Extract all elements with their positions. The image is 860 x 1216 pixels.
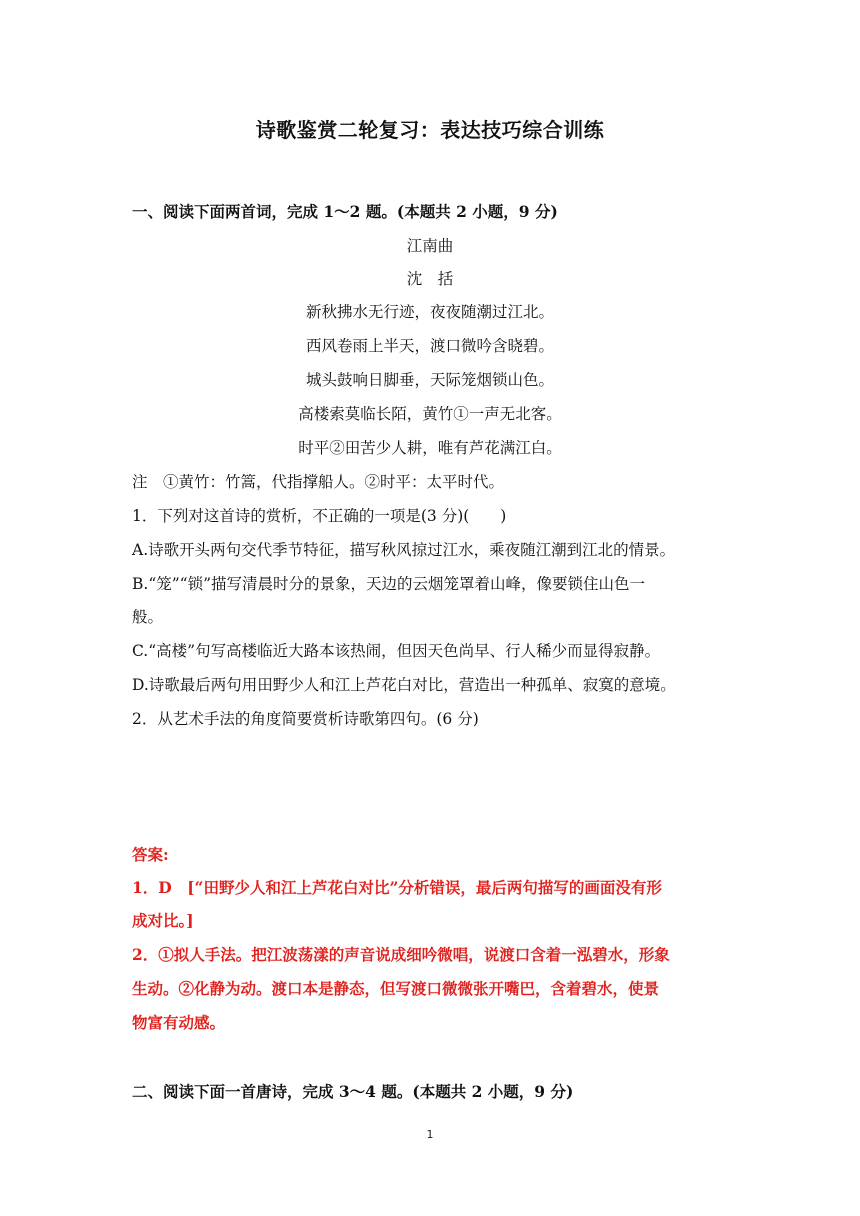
answer-1: 1．D [“田野少人和江上芦花白对比”分析错误，最后两句描写的画面没有形 [132, 878, 662, 897]
poem-author: 沈 括 [406, 270, 454, 288]
option-d: D.诗歌最后两句用田野少人和江上芦花白对比，营造出一种孤单、寂寞的意境。 [132, 676, 676, 694]
answer-2: 2．①拟人手法。把江波荡漾的声音说成细吟微唱，说渡口含着一泓碧水，形象 [132, 945, 670, 964]
option-c: C.“高楼”句写高楼临近大路本该热闹，但因天色尚早、行人稀少而显得寂静。 [132, 642, 661, 660]
option-b: B.“笼”“锁”描写清晨时分的景象，天边的云烟笼罩着山峰，像要锁住山色一 [132, 575, 646, 593]
answer-1-continued: 成对比。] [132, 911, 194, 930]
answer-2-continued: 生动。②化静为动。渡口本是静态，但写渡口微微张开嘴巴，含着碧水，使景 [132, 979, 660, 998]
poem-line: 高楼索莫临长陌，黄竹①一声无北客。 [298, 405, 562, 423]
option-b-continued: 般。 [132, 608, 164, 626]
answer-label: 答案: [132, 845, 169, 864]
section-1-heading: 一、阅读下面两首词，完成 1～2 题。(本题共 2 小题，9 分) [132, 202, 558, 221]
document-title: 诗歌鉴赏二轮复习：表达技巧综合训练 [255, 118, 605, 142]
poem-line: 时平②田苦少人耕，唯有芦花满江白。 [298, 439, 562, 457]
question-1: 1．下列对这首诗的赏析，不正确的一项是(3 分)( ) [132, 507, 507, 525]
poem-line: 西风卷雨上半天，渡口微吟含晓碧。 [305, 337, 554, 355]
option-a: A.诗歌开头两句交代季节特征，描写秋风掠过江水，乘夜随江潮到江北的情景。 [132, 541, 676, 559]
poem-line: 城头鼓响日脚垂，天际笼烟锁山色。 [305, 371, 554, 389]
poem-note: 注 ①黄竹：竹篙，代指撑船人。②时平：太平时代。 [132, 473, 505, 491]
poem-title: 江南曲 [406, 237, 454, 255]
page-number: 1 [426, 1128, 434, 1141]
answer-2-end: 物富有动感。 [132, 1013, 226, 1032]
question-2: 2．从艺术手法的角度简要赏析诗歌第四句。(6 分) [132, 710, 479, 728]
poem-line: 新秋拂水无行迹，夜夜随潮过江北。 [305, 303, 554, 321]
section-2-heading: 二、阅读下面一首唐诗，完成 3～4 题。(本题共 2 小题，9 分) [132, 1082, 574, 1101]
